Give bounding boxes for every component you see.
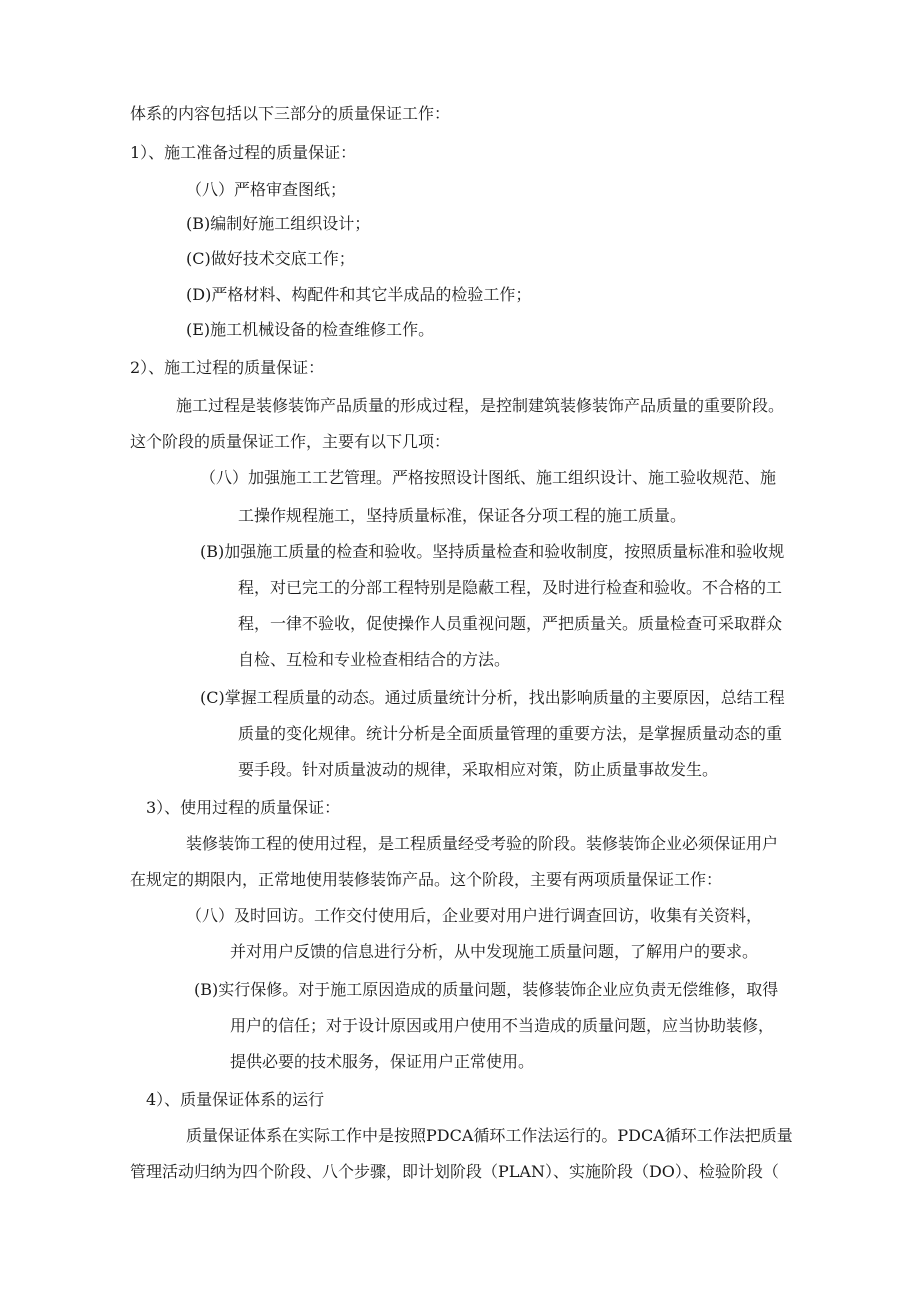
list-item-c: (C)做好技术交底工作； — [186, 249, 355, 268]
list-item-d: (D)严格材料、构配件和其它半成品的检验工作； — [186, 285, 532, 304]
paragraph-line-4: 装修装饰工程的使用过程，是工程质量经受考验的阶段。装修装饰企业必须保证用户 — [186, 834, 779, 853]
list-item-b-line-1: (B)加强施工质量的检查和验收。坚持质量检查和验收制度，按照质量标准和验收规 — [200, 542, 785, 561]
paragraph-line-5: 在规定的期限内，正常地使用装修装饰产品。这个阶段，主要有两项质量保证工作： — [130, 870, 723, 889]
list-item-c-line-3: 要手段。针对质量波动的规律，采取相应对策，防止质量事故发生。 — [238, 760, 719, 779]
section-heading-4: 4）、质量保证体系的运行 — [146, 1090, 325, 1109]
list-item-b-line-2: 程，对已完工的分部工程特别是隐蔽工程，及时进行检查和验收。不合格的工 — [238, 578, 783, 597]
paragraph-line-6: 质量保证体系在实际工作中是按照PDCA循环工作法运行的。PDCA循环工作法把质量 — [186, 1126, 793, 1145]
list-item-a-line-1: （八）及时回访。工作交付使用后，企业要对用户进行调查回访，收集有关资料， — [186, 906, 763, 925]
list-item-a-line-2: 工操作规程施工，坚持质量标准，保证各分项工程的施工质量。 — [238, 506, 687, 525]
list-item-b: (B)编制好施工组织设计； — [186, 214, 371, 233]
list-item-b-line-1: (B)实行保修。对于施工原因造成的质量问题，装修装饰企业应负责无偿维修，取得 — [194, 980, 779, 999]
section-heading-1: 1）、施工准备过程的质量保证： — [130, 143, 357, 162]
list-item-e: (E)施工机械设备的检查维修工作。 — [186, 320, 435, 339]
list-item-b-line-3: 程，一律不验收，促使操作人员重视问题，严把质量关。质量检查可采取群众 — [238, 614, 783, 633]
list-item-c-line-2: 质量的变化规律。统计分析是全面质量管理的重要方法，是掌握质量动态的重 — [238, 724, 783, 743]
list-item-b-line-3: 提供必要的技术服务，保证用户正常使用。 — [230, 1052, 535, 1071]
section-heading-2: 2）、施工过程的质量保证： — [130, 358, 325, 377]
list-item-c-line-1: (C)掌握工程质量的动态。通过质量统计分析，找出影响质量的主要原因，总结工程 — [200, 688, 785, 707]
paragraph-line-3: 这个阶段的质量保证工作，主要有以下几项： — [130, 432, 451, 451]
paragraph-line-2: 施工过程是装修装饰产品质量的形成过程，是控制建筑装修装饰产品质量的重要阶段。 — [176, 396, 785, 415]
paragraph-line-7: 管理活动归纳为四个阶段、八个步骤，即计划阶段（PLAN）、实施阶段（DO）、检验阶段（ — [130, 1162, 779, 1181]
list-item-a-line-1: （八）加强施工工艺管理。严格按照设计图纸、施工组织设计、施工验收规范、施 — [200, 468, 777, 487]
paragraph-line-1: 体系的内容包括以下三部分的质量保证工作： — [130, 104, 451, 123]
list-item-a: （八）严格审查图纸； — [186, 180, 347, 199]
list-item-b-line-2: 用户的信任；对于设计原因或用户使用不当造成的质量问题，应当协助装修， — [230, 1016, 775, 1035]
list-item-b-line-4: 自检、互检和专业检查相结合的方法。 — [238, 650, 511, 669]
section-heading-3: 3）、使用过程的质量保证： — [146, 798, 341, 817]
list-item-a-line-2: 并对用户反馈的信息进行分析，从中发现施工质量问题，了解用户的要求。 — [230, 942, 759, 961]
